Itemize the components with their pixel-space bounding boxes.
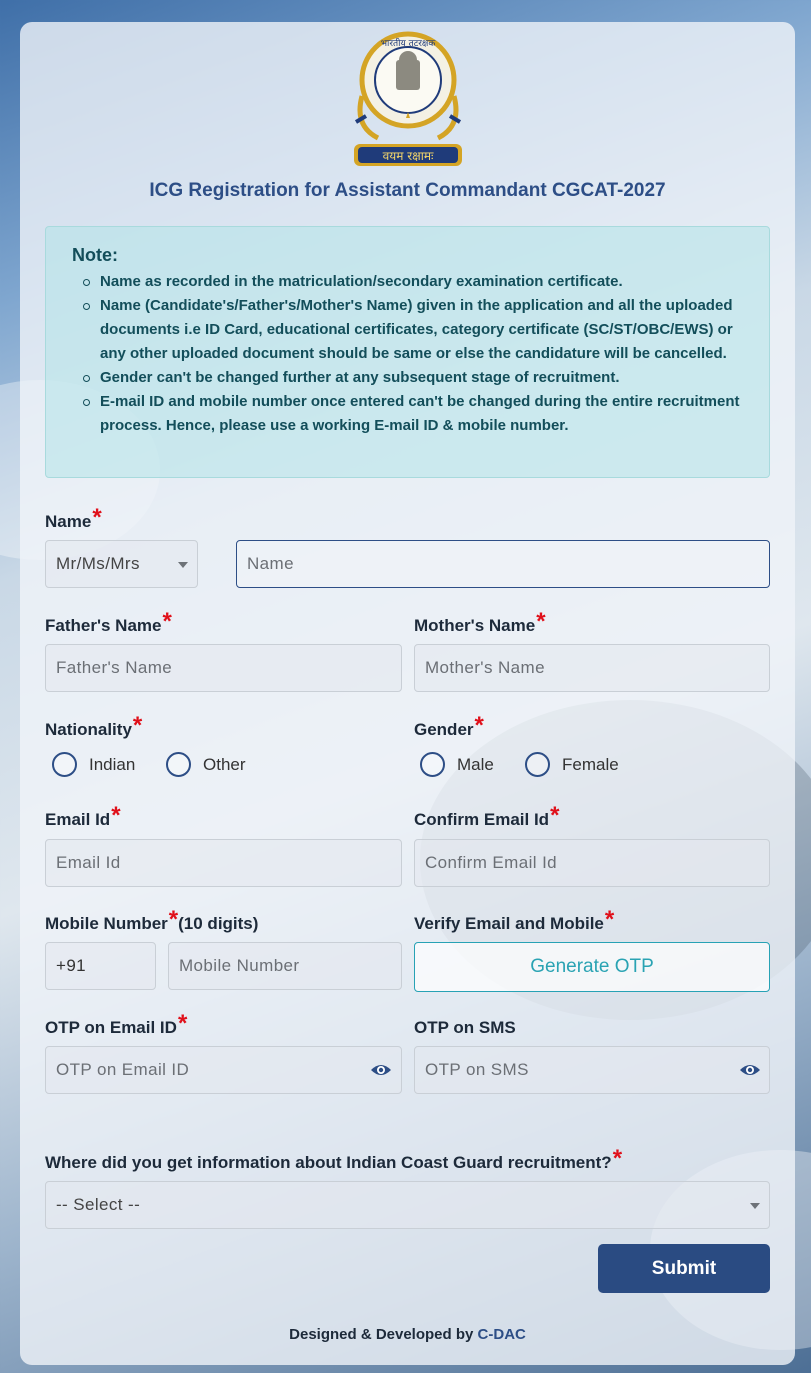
mother-name-input[interactable] <box>414 644 770 692</box>
note-item: Gender can't be changed further at any subsequent stage of recruitment. <box>100 366 745 390</box>
confirm-email-input[interactable] <box>414 839 770 887</box>
logo-top-text: भारतीय तटरक्षक <box>380 39 436 49</box>
otp-email-input[interactable] <box>45 1046 402 1094</box>
father-name-label: Father's Name* <box>45 608 172 635</box>
note-title: Note: <box>72 245 118 265</box>
note-box <box>45 226 770 478</box>
required-mark: * <box>177 1010 188 1037</box>
radio-label: Male <box>457 754 494 774</box>
mother-name-label: Mother's Name* <box>414 608 546 635</box>
required-mark: * <box>474 712 484 739</box>
note-item: E-mail ID and mobile number once entered can't be changed during the entire recruitment process. Hence, please use a working E-mail ID & mobile number. <box>100 390 745 438</box>
required-mark: * <box>550 802 560 829</box>
gender-radio-male[interactable] <box>420 752 494 777</box>
coast-guard-logo <box>348 26 468 172</box>
required-mark: * <box>604 906 615 933</box>
note-list <box>72 270 745 438</box>
required-mark: * <box>168 906 179 933</box>
generate-otp-button[interactable]: Generate OTP <box>414 942 770 992</box>
footer-text: Designed & Developed by <box>289 1326 474 1343</box>
chevron-down-icon <box>178 562 188 568</box>
source-select[interactable] <box>45 1181 770 1229</box>
email-label: Email Id* <box>45 802 121 829</box>
source-value: -- Select -- <box>56 1195 141 1214</box>
otp-email-label: OTP on Email ID* <box>45 1010 188 1037</box>
radio-label: Female <box>562 754 619 774</box>
required-mark: * <box>536 608 546 635</box>
gender-label: Gender* <box>414 712 484 739</box>
eye-icon[interactable] <box>370 1062 392 1078</box>
cdac-link[interactable]: C-DAC <box>477 1326 526 1343</box>
father-name-input[interactable] <box>45 644 402 692</box>
gender-radio-female[interactable] <box>525 752 619 777</box>
salutation-value: Mr/Ms/Mrs <box>56 554 140 573</box>
source-label: Where did you get information about Indian Coast Guard recruitment?* <box>45 1145 623 1172</box>
salutation-select[interactable] <box>45 540 198 588</box>
confirm-email-label: Confirm Email Id* <box>414 802 560 829</box>
mobile-label: Mobile Number*(10 digits) <box>45 906 259 933</box>
name-label: Name* <box>45 504 102 531</box>
submit-button[interactable]: Submit <box>598 1244 770 1293</box>
eye-icon[interactable] <box>739 1062 761 1078</box>
radio-button[interactable] <box>52 752 77 777</box>
nationality-radio-indian[interactable] <box>52 752 135 777</box>
required-mark: * <box>92 504 102 531</box>
mobile-input[interactable] <box>168 942 402 990</box>
radio-label: Indian <box>89 754 136 774</box>
page-title: ICG Registration for Assistant Commandant CGCAT-2027 <box>149 180 666 201</box>
chevron-down-icon <box>750 1203 760 1209</box>
country-code-value: +91 <box>56 956 87 975</box>
nationality-radio-other[interactable] <box>166 752 246 777</box>
registration-card <box>20 22 795 1365</box>
email-input[interactable] <box>45 839 402 887</box>
otp-sms-input[interactable] <box>414 1046 770 1094</box>
radio-label: Other <box>203 754 246 774</box>
required-mark: * <box>162 608 172 635</box>
radio-button[interactable] <box>525 752 550 777</box>
required-mark: * <box>111 802 121 829</box>
required-mark: * <box>132 712 143 739</box>
footer <box>20 1326 795 1343</box>
radio-button[interactable] <box>166 752 191 777</box>
nationality-label: Nationality* <box>45 712 143 739</box>
required-mark: * <box>612 1145 623 1172</box>
note-item: Name as recorded in the matriculation/secondary examination certificate. <box>100 270 745 294</box>
logo-banner-text: वयम रक्षामः <box>382 149 434 163</box>
verify-label: Verify Email and Mobile* <box>414 906 615 933</box>
country-code-field[interactable] <box>45 942 156 990</box>
name-input[interactable] <box>236 540 770 588</box>
note-item: Name (Candidate's/Father's/Mother's Name) given in the application and all the uploaded documents i.e ID Card, educational certificates, category certificate (SC/ST/OBC/EWS) or any other uploaded document should be same or else the candidature will be cancelled. <box>100 294 745 366</box>
radio-button[interactable] <box>420 752 445 777</box>
otp-sms-label: OTP on SMS <box>414 1018 516 1037</box>
